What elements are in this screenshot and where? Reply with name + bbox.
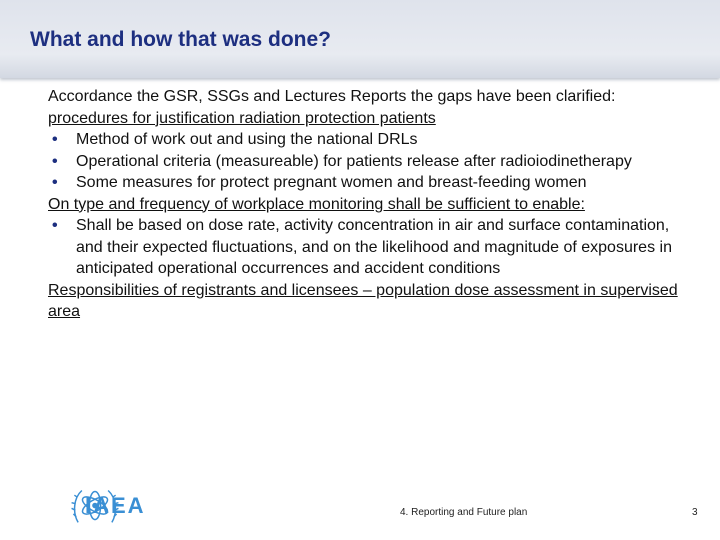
bullet-text: Operational criteria (measureable) for patients release after radioiodinetherapy xyxy=(76,152,632,170)
intro-text: Accordance the GSR, SSGs and Lectures Reports the gaps have been clarified: xyxy=(48,88,616,105)
section2-heading: On type and frequency of workplace monitoring shall be sufficient to enable: xyxy=(48,195,585,213)
section1-heading: procedures for justification radiation protection patients xyxy=(48,109,436,127)
slide-body xyxy=(48,86,710,323)
footer-section-label: 4. Reporting and Future plan xyxy=(400,507,528,518)
list-item xyxy=(48,172,710,194)
list-item xyxy=(48,215,686,280)
list-item xyxy=(48,151,710,173)
page-number: 3 xyxy=(692,507,698,518)
bullet-text: Method of work out and using the national DRLs xyxy=(76,131,418,148)
title-band xyxy=(0,0,720,78)
slide-title: What and how that was done? xyxy=(30,28,331,51)
list-item xyxy=(48,129,710,151)
bullet-icon: • xyxy=(52,152,58,170)
bullet-text: Shall be based on dose rate, activity concentration in air and surface contamination, and their expected fluctuations, and on the likelihood and magnitude of exposures in anticipated operational occurrences and accident conditions xyxy=(76,217,672,277)
section3-heading: Responsibilities of registrants and licensees – population dose assessment in supervised area xyxy=(48,281,678,320)
iaea-logo-text: IAEA xyxy=(85,493,146,518)
bullet-icon: • xyxy=(52,131,58,148)
bullet-icon: • xyxy=(52,174,58,191)
bullet-text: Some measures for protect pregnant women and breast-feeding women xyxy=(76,174,587,191)
bullet-icon: • xyxy=(52,217,58,234)
